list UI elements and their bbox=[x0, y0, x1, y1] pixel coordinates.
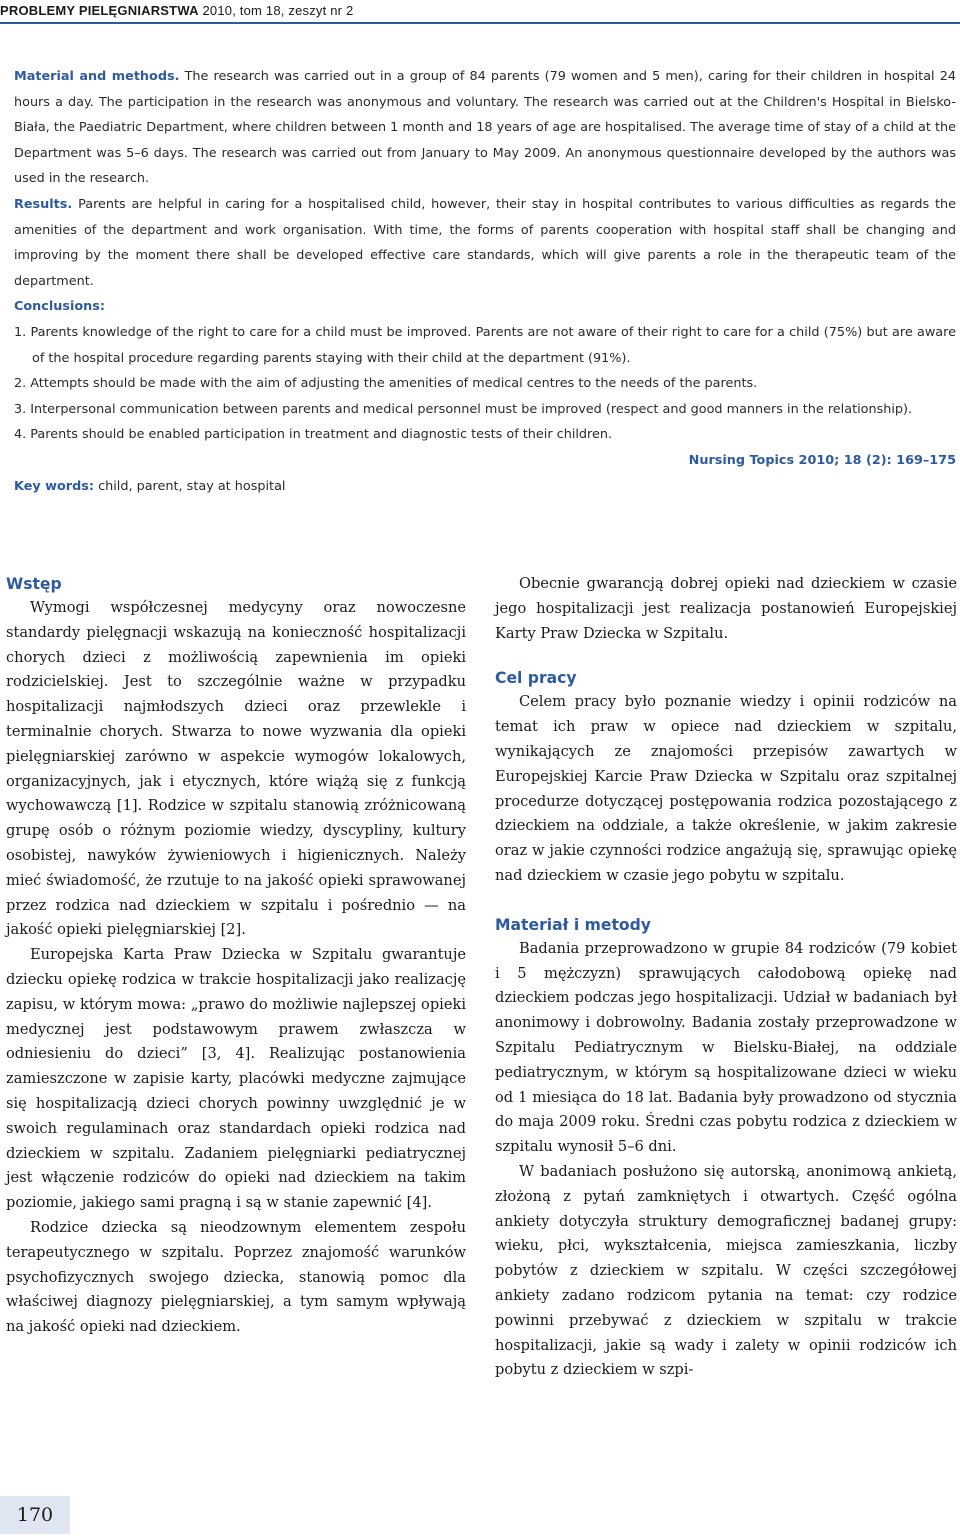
results-text: Parents are helpful in caring for a hospitalised child, however, their stay in hospital contributes to various difficulties as regards the amenities of the department and work organisation. With time, the forms of parents cooperation with hospital staff shall be changing and improving by the moment there shall be developed effective care standards, which will give parents a role in the therapeutic team of the department. bbox=[14, 196, 956, 289]
section-heading-methods: Materiał i metody bbox=[495, 915, 651, 934]
left-column bbox=[6, 572, 466, 1340]
methods-paragraph-2: W badaniach posłużono się autorską, anonimową ankietą, złożoną z pytań zamkniętych i otwartych. Część ogólna ankiety dotyczyła struktury demograficznej badanej grupy: wieku, płci, wykształcenia, miejsca zamieszkania, liczby pobytów z dzieckiem w szpitalu. W części szczegółowej ankiety zadano rodzicom pytania na temat: czy rodzice powinni przebywać z dzieckiem w szpitalu w trakcie hospitalizacji, jakie są wady i zalety w opinii rodziców ich pobytu z dzieckiem w szpi- bbox=[495, 1162, 957, 1379]
conclusions-list bbox=[14, 320, 956, 448]
conclusion-item-1: 1. Parents knowledge of the right to care for a child must be improved. Parents are not aware of their right to care for a child (75%) but are aware of the hospital procedure regarding parents staying with their child at the department (91%). bbox=[14, 324, 956, 366]
keywords bbox=[14, 474, 956, 500]
section-heading-introduction: Wstęp bbox=[6, 575, 62, 593]
journal-issue: 2010, tom 18, zeszyt nr 2 bbox=[202, 3, 354, 18]
journal-name: PROBLEMY PIELĘGNIARSTWA bbox=[0, 3, 199, 18]
section-heading-aim: Cel pracy bbox=[495, 669, 577, 688]
running-header bbox=[0, 0, 960, 24]
methods-paragraph-1: Badania przeprowadzono w grupie 84 rodziców (79 kobiet i 5 mężczyzn) sprawujących całodobową opiekę nad dzieckiem podczas jego hospitalizacji. Udział w badaniach był anonimowy i dobrowolny. Badania zostały przeprowadzone w Szpitalu Pediatrycznym w Bielsku-Białej, na oddziale pediatrycznym, w którym są hospitalizowane dzieci w wieku od 1 miesiąca do 18 lat. Badania były prowadzono od stycznia do maja 2009 roku. Średni czas pobytu rodzica z dzieckiem w szpitalu wynosił 5–6 dni. bbox=[495, 939, 957, 1156]
methods-label: Material and methods. bbox=[14, 69, 180, 84]
keywords-label: Key words: bbox=[14, 478, 94, 494]
intro-paragraph-1: Wymogi współczesnej medycyny oraz nowoczesne standardy pielęgnacji wskazują na konieczność hospitalizacji chorych dzieci z możliwością zapewnienia im opieki rodzicielskiej. Jest to szczególnie ważne w przypadku hospitalizacji najmłodszych dzieci oraz przewlekle i terminalnie chorych. Stwarza to nowe wyzwania dla opieki pielęgniarskiej zarówno w aspekcie wymogów lokalowych, organizacyjnych, jak i etycznych, które wiążą się z funkcją wychowawczą [1]. Rodzice w szpitalu stanowią zróżnicowaną grupę osób o różnym poziomie wiedzy, dyscypliny, kultury osobistej, nawyków żywieniowych i higienicznych. Należy mieć świadomość, że rzutuje to na jakość opieki sprawowanej przez rodzica nad dzieckiem w szpitalu i pośrednio — na jakość opieki pielęgniarskiej [2]. bbox=[6, 599, 466, 939]
right-column bbox=[495, 572, 957, 1383]
intro-paragraph-2: Europejska Karta Praw Dziecka w Szpitalu gwarantuje dziecku opiekę rodzica w trakcie hospitalizacji jako realizację zapisu, w którym mowa: „prawo do możliwie najlepszej opieki medycznej jest podstawowym prawem zwłaszcza w odniesieniu do dzieci” [3, 4]. Realizując postanowienia zamieszczone w zapisie karty, placówki medyczne zajmujące się hospitalizacją dzieci chorych powinny uwzględnić je w swoich regulaminach oraz standardach opieki rodzica nad dzieckiem w szpitalu. Zadaniem pielęgniarki pediatrycznej jest włączenie rodziców do opieki nad dzieckiem na takim poziomie, jakiego sami pragną i są w stanie zapewnić [4]. bbox=[6, 946, 466, 1212]
journal-header-text bbox=[0, 3, 353, 18]
citation: Nursing Topics 2010; 18 (2): 169–175 bbox=[688, 452, 956, 468]
conclusion-item-4: 4. Parents should be enabled participation in treatment and diagnostic tests of their children. bbox=[14, 427, 613, 443]
abstract-results bbox=[14, 192, 956, 294]
keywords-text: child, parent, stay at hospital bbox=[98, 478, 286, 494]
conclusion-item-3: 3. Interpersonal communication between parents and medical personnel must be improved (respect and good manners in the relationship). bbox=[14, 401, 913, 417]
abstract bbox=[14, 64, 956, 499]
conclusion-item-2: 2. Attempts should be made with the aim of adjusting the amenities of medical centres to the needs of the parents. bbox=[14, 376, 758, 392]
conclusions-label: Conclusions: bbox=[14, 299, 106, 315]
intro-paragraph-4: Obecnie gwarancją dobrej opieki nad dzieckiem w czasie jego hospitalizacji jest realizacja postanowień Europejskiej Karty Praw Dziecka w Szpitalu. bbox=[495, 575, 957, 642]
intro-paragraph-3: Rodzice dziecka są nieodzownym elementem zespołu terapeutycznego w szpitalu. Poprzez znajomość warunków psychofizycznych swojego dziecka, stanowią pomoc dla właściwej diagnozy pielęgniarskiej, a tym samym wpływają na jakość opieki nad dzieckiem. bbox=[6, 1218, 466, 1336]
abstract-conclusions-heading bbox=[14, 294, 956, 320]
results-label: Results. bbox=[14, 196, 73, 212]
abstract-methods bbox=[14, 64, 956, 192]
methods-text: The research was carried out in a group of 84 parents (79 women and 5 men), caring for their children in hospital 24 hours a day. The participation in the research was anonymous and voluntary. The research was carried out at the Children's Hospital in Bielsko-Biała, the Paediatric Department, where children between 1 month and 18 years of age are hospitalised. The average time of stay of a child at the Department was 5–6 days. The research was carried out from January to May 2009. An anonymous questionnaire developed by the authors was used in the research. bbox=[14, 69, 956, 187]
page-number: 170 bbox=[0, 1496, 70, 1534]
aim-paragraph: Celem pracy było poznanie wiedzy i opinii rodziców na temat ich praw w opiece nad dzieckiem w szpitalu, wynikających ze znajomości przepisów zawartych w Europejskiej Karcie Praw Dziecka w Szpitalu oraz szpitalnej procedurze dotyczącej postępowania rodzica pozostającego z dzieckiem na oddziale, a także określenie, w jakim zakresie oraz w jakie czynności rodzice angażują się, sprawując opiekę nad dzieckiem w czasie jego pobytu w szpitalu. bbox=[495, 693, 957, 884]
